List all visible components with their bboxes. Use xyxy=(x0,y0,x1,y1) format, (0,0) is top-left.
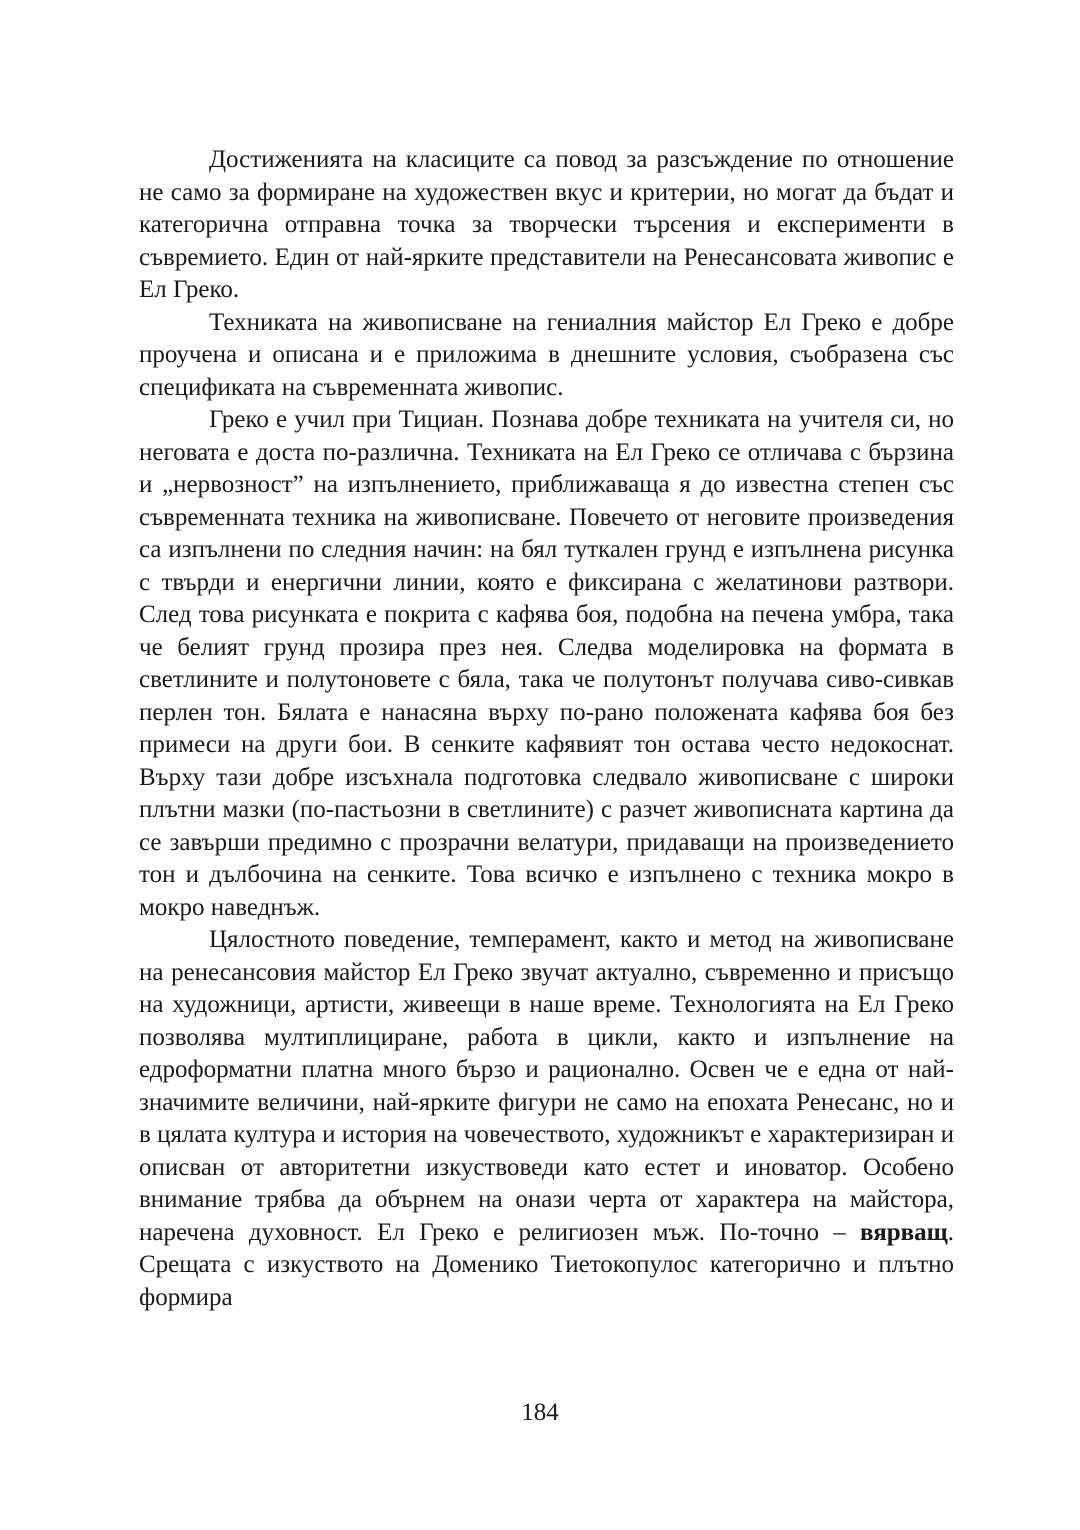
page-number: 184 xyxy=(521,1399,559,1426)
paragraph-4-text-start: Цялостното поведение, темперамент, както и метод на живописване на ренесансовия майстор Ел Греко звучат актуално, съвременно и присъщо на художници, артисти, живеещи в наше време. Технологията на Ел Греко позволява мултиплициране, работа в цикли, както и изпълнение на едроформатни платна много бързо и рационално. Освен че е една от най-значимите величини, най-ярките фигури не само на епохата Ренесанс, но и в цялата култура и история на човечеството, художникът е характеризиран и описван от авторитетни изкуствоведи като естет и иноватор. Особено внимание трябва да обърнем на онази черта от характера на майстора, наречена духовност. Ел Греко е религиозен мъж. По-точно – xyxy=(139,926,954,1246)
paragraph-4 xyxy=(139,924,954,1314)
paragraph-1: Достиженията на класиците са повод за разсъждение по отношение не само за формиране на художествен вкус и критерии, но могат да бъдат и категорична отправна точка за творчески търсения и експерименти в съвремието. Един от най-ярките представители на Ренесансовата живопис е Ел Греко. xyxy=(139,146,954,303)
paragraph-2: Техниката на живописване на гениалния майстор Ел Греко е добре проучена и описана и е приложима в днешните условия, съобразена със спецификата на съвременната живопис. xyxy=(139,308,954,401)
body-text xyxy=(139,144,954,1314)
paragraph-4-text-end: . Срещата с изкуството на Доменико Тиетокопулос категорично и плътно формира xyxy=(139,1218,954,1311)
bold-word: вярващ xyxy=(860,1218,948,1246)
paragraph-3: Греко е учил при Тициан. Познава добре техниката на учителя си, но неговата е доста по-различна. Техниката на Ел Греко се отличава с бързина и „нервозност” на изпълнението, приближаваща я до известна степен със съвременната техника на живописване. Повечето от неговите произведения са изпълнени по следния начин: на бял туткален грунд е изпълнена рисунка с твърди и енергични линии, която е фиксирана с желатинови разтвори. След това рисунката е покрита с кафява боя, подобна на печена умбра, така че белият грунд прозира през нея. Следва моделировка на формата в светлините и полутоновете с бяла, така че полутонът получава сиво-сивкав перлен тон. Бялата е нанасяна върху по-рано положената кафява боя без примеси на други бои. В сенките кафявият тон остава често недокоснат. Върху тази добре изсъхнала подготовка следвало живописване с широки плътни мазки (по-пастьозни в светлините) с разчет живописната картина да се завърши предимно с прозрачни велатури, придаващи на произведението тон и дълбочина на сенките. Това всичко е изпълнено с техника мокро в мокро наведнъж. xyxy=(139,406,954,921)
